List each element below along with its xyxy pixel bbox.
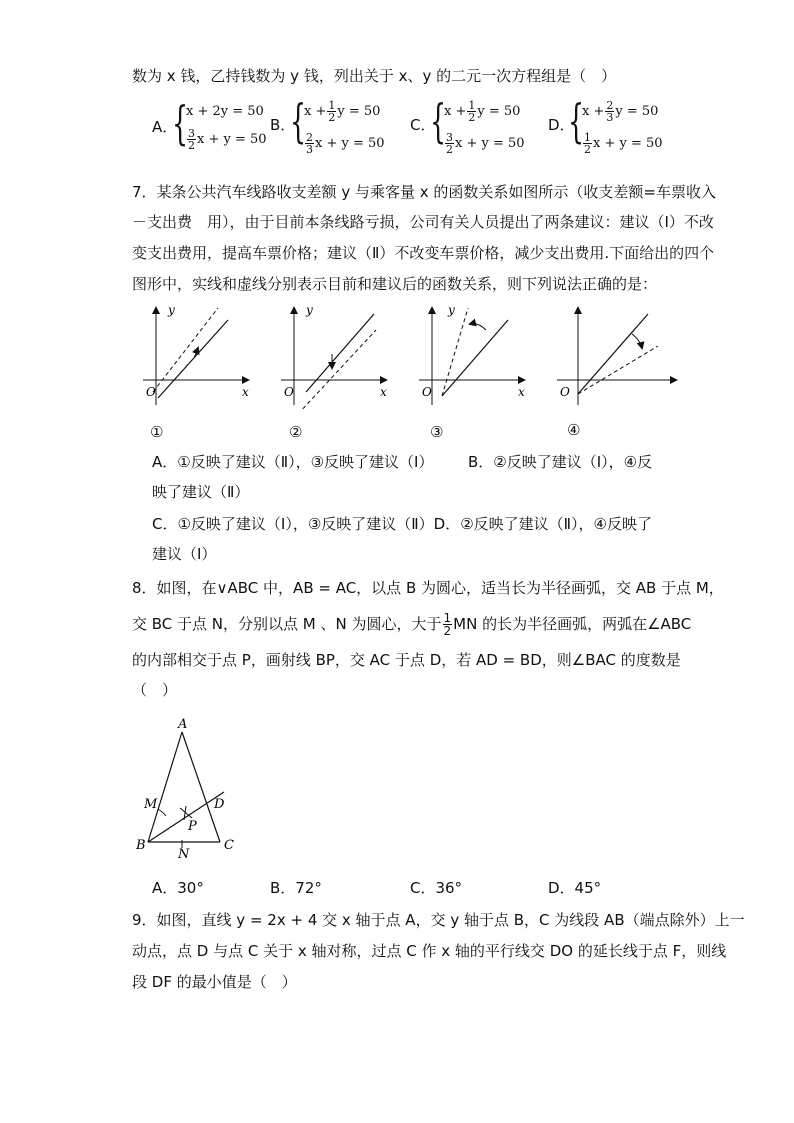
q7-graph-3 [414, 300, 544, 410]
equation-2: $\frac{2}{3}$ x + y = 50 [306, 131, 385, 156]
point-n-label: N [178, 847, 190, 862]
equation-2: $\frac{3}{2}$ x + y = 50 [446, 131, 525, 156]
origin-label: O [284, 385, 294, 399]
q7-option-c-d: C．①反映了建议（Ⅰ），③反映了建议（Ⅱ）D．②反映了建议（Ⅱ），④反映了 [152, 515, 653, 533]
q7-caption-1: ① [150, 423, 164, 441]
x-axis-label: x [242, 385, 249, 399]
q7-line-3: 变支出费用，提高车票价格；建议（Ⅱ）不改变车票价格，减少支出费用.下面给出的四个 [132, 244, 715, 262]
point-a-label: A [178, 717, 188, 732]
q8-option-b: B．72° [270, 879, 322, 897]
q6-stem-tail: 数为 x 钱，乙持钱数为 y 钱，列出关于 x、y 的二元一次方程组是（ ） [132, 67, 617, 85]
q6-option-a [152, 96, 282, 164]
brace: { [290, 94, 307, 148]
q7-caption-2: ② [289, 423, 303, 441]
point-d-label: D [214, 797, 225, 812]
option-label: D． [548, 116, 575, 134]
q6-option-d [548, 94, 688, 166]
equation-1: x + $\frac{2}{3}$ y = 50 [582, 99, 659, 124]
q7-line-2: －支出费 用），由于目前本条线路亏损，公司有关人员提出了两条建议：建议（Ⅰ）不改 [132, 213, 714, 231]
q7-graph-2 [276, 300, 406, 410]
point-m-label: M [144, 797, 158, 812]
y-axis-label: y [168, 303, 175, 317]
q7-line-1: 7．某条公共汽车线路收支差额 y 与乘客量 x 的函数关系如图所示（收支差额=车票收入 [132, 183, 716, 201]
q7-option-b: B．②反映了建议（Ⅰ），④反 [468, 453, 653, 471]
y-axis-label: y [448, 303, 455, 317]
equation-2: $\frac{3}{2}$ x + y = 50 [188, 127, 267, 152]
origin-label: O [422, 385, 432, 399]
x-axis-label: x [380, 385, 387, 399]
q8-option-a: A．30° [152, 879, 204, 897]
q8-line-2: 交 BC 于点 N，分别以点 M 、N 为圆心，大于 $\frac{1}{2}$ MN 的长为半径画弧，两弧在∠ABC [132, 611, 692, 638]
brace: { [172, 96, 189, 150]
q7-option-d-cont: 建议（Ⅰ） [152, 545, 217, 563]
q8-option-d: D．45° [548, 879, 602, 897]
q7-caption-3: ③ [430, 423, 444, 441]
q8-line-4: （ ） [132, 681, 178, 699]
y-axis-label: y [306, 303, 313, 317]
q8-option-c: C．36° [410, 879, 463, 897]
brace: { [430, 94, 447, 148]
option-label: C． [410, 116, 436, 134]
brace: { [568, 94, 585, 148]
equation-2: $\frac{1}{2}$ x + y = 50 [584, 131, 663, 156]
q7-graph-4 [552, 300, 682, 410]
q8-line-3: 的内部相交于点 P，画射线 BP，交 AC 于点 D，若 AD = BD，则∠BAC 的度数是 [132, 651, 681, 669]
q8-line-1: 8．如图，在∨ABC 中，AB = AC，以点 B 为圆心，适当长为半径画弧，交 AB 于点 M， [132, 579, 724, 597]
point-c-label: C [224, 838, 234, 853]
q7-caption-4: ④ [567, 421, 581, 439]
origin-label: O [560, 385, 570, 399]
point-b-label: B [136, 838, 146, 853]
x-axis-label: x [518, 385, 525, 399]
q6-option-b [270, 94, 400, 166]
q8-triangle-figure [130, 712, 250, 862]
point-p-label: P [188, 819, 197, 834]
equation-1: x + $\frac{1}{2}$ y = 50 [444, 99, 521, 124]
origin-label: O [146, 385, 156, 399]
option-label: B． [270, 116, 296, 134]
q9-line-2: 动点，点 D 与点 C 关于 x 轴对称，过点 C 作 x 轴的平行线交 DO 的延长线于点 F，则线 [132, 942, 727, 960]
q7-line-4: 图形中，实线和虚线分别表示目前和建议后的函数关系，则下列说法正确的是： [132, 275, 658, 293]
q9-line-1: 9．如图，直线 y = 2x + 4 交 x 轴于点 A，交 y 轴于点 B，C 为线段 AB（端点除外）上一 [132, 911, 745, 929]
option-label: A． [152, 118, 178, 136]
equation-1: x + $\frac{1}{2}$ y = 50 [304, 99, 381, 124]
q7-graph-1 [138, 300, 268, 410]
q7-option-a: A．①反映了建议（Ⅱ），③反映了建议（Ⅰ） [152, 453, 434, 471]
q7-option-b-cont: 映了建议（Ⅱ） [152, 483, 250, 501]
equation-1: x + 2y = 50 [186, 104, 264, 119]
q9-line-3: 段 DF 的最小值是（ ） [132, 973, 297, 991]
q6-option-c [410, 94, 540, 166]
